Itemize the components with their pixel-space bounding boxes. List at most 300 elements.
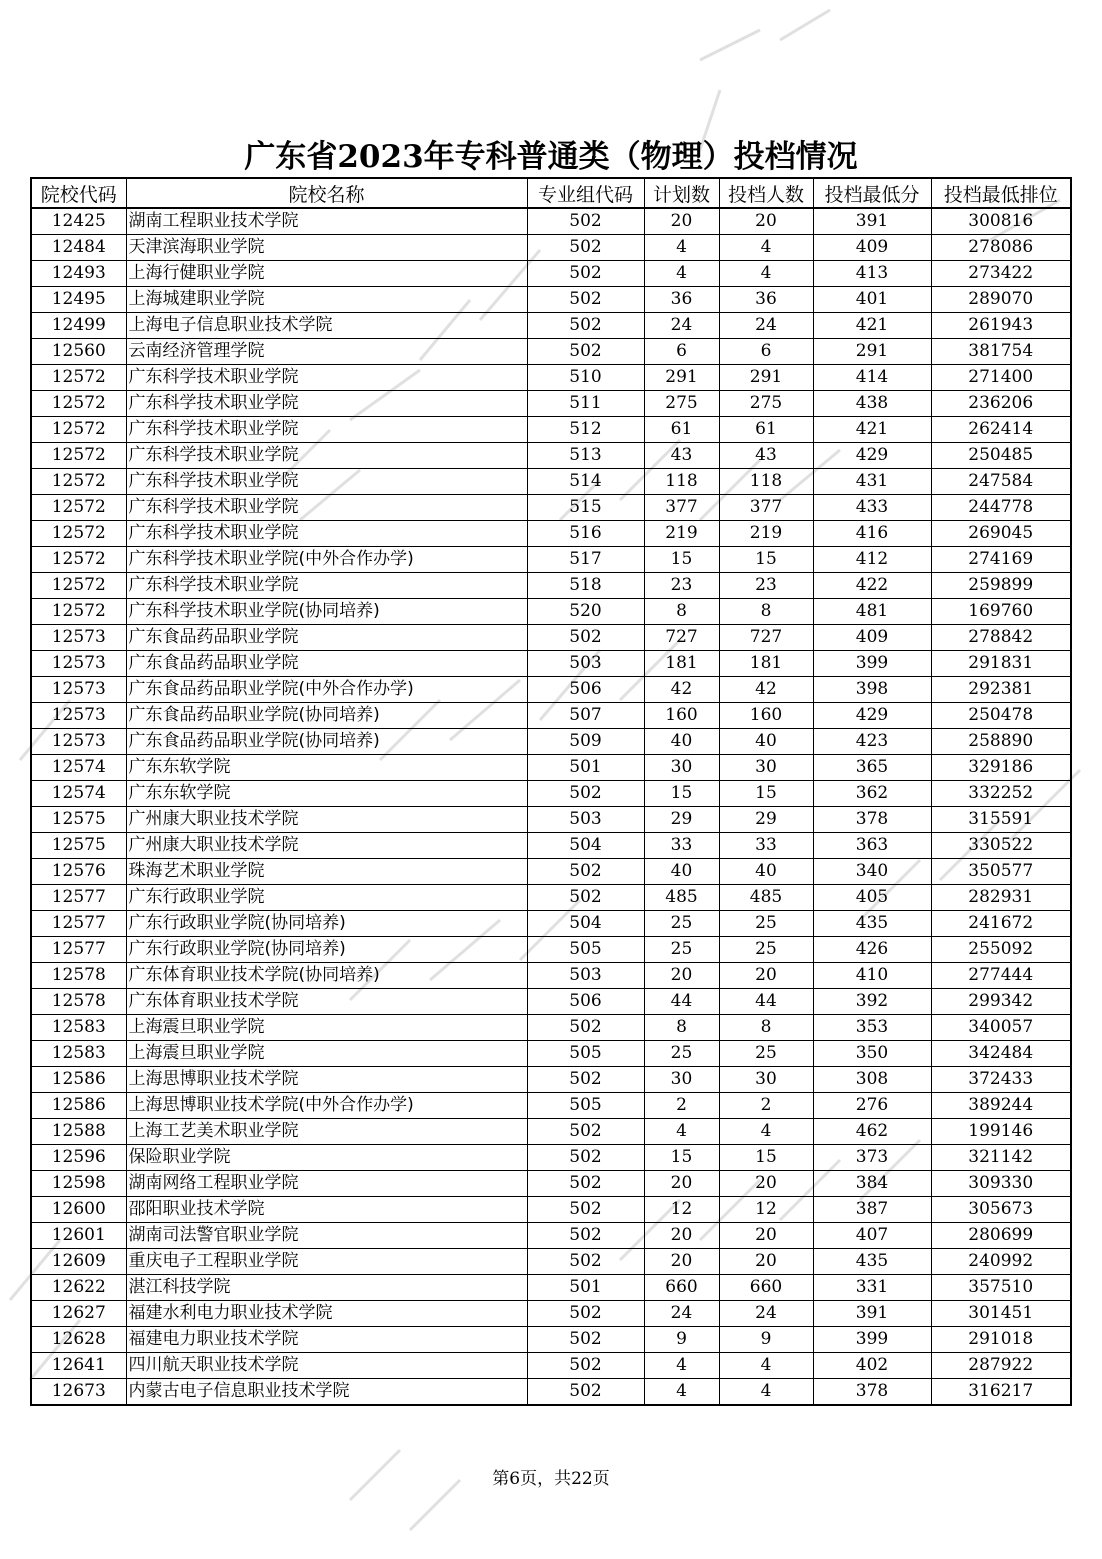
table-row	[31, 287, 1071, 313]
cell-min-rank: 330522	[931, 833, 1071, 859]
cell-min-rank: 269045	[931, 521, 1071, 547]
cell-school-name: 上海工艺美术职业学院	[126, 1119, 527, 1145]
cell-min-rank: 291018	[931, 1327, 1071, 1353]
table-row	[31, 521, 1071, 547]
cell-school-name: 广东食品药品职业学院(协同培养)	[126, 729, 527, 755]
cell-min-score: 308	[813, 1067, 931, 1093]
cell-min-rank: 289070	[931, 287, 1071, 313]
cell-school-code: 12572	[31, 573, 126, 599]
cell-group-code: 502	[527, 1327, 644, 1353]
cell-school-name: 广东食品药品职业学院(协同培养)	[126, 703, 527, 729]
cell-min-score: 373	[813, 1145, 931, 1171]
table-row	[31, 625, 1071, 651]
cell-school-code: 12628	[31, 1327, 126, 1353]
table-row	[31, 313, 1071, 339]
cell-admitted-count: 20	[719, 1249, 813, 1275]
cell-admitted-count: 29	[719, 807, 813, 833]
cell-school-code: 12577	[31, 885, 126, 911]
cell-group-code: 502	[527, 261, 644, 287]
cell-school-code: 12573	[31, 625, 126, 651]
cell-plan-count: 4	[644, 1119, 719, 1145]
cell-school-code: 12622	[31, 1275, 126, 1301]
cell-group-code: 511	[527, 391, 644, 417]
cell-school-code: 12575	[31, 833, 126, 859]
cell-admitted-count: 20	[719, 1171, 813, 1197]
table-row	[31, 1275, 1071, 1301]
cell-school-name: 天津滨海职业学院	[126, 235, 527, 261]
cell-school-code: 12641	[31, 1353, 126, 1379]
cell-admitted-count: 8	[719, 1015, 813, 1041]
cell-plan-count: 15	[644, 1145, 719, 1171]
cell-school-name: 广东科学技术职业学院	[126, 573, 527, 599]
cell-plan-count: 30	[644, 755, 719, 781]
cell-admitted-count: 15	[719, 547, 813, 573]
cell-school-code: 12673	[31, 1379, 126, 1406]
cell-plan-count: 2	[644, 1093, 719, 1119]
cell-group-code: 503	[527, 651, 644, 677]
table-row	[31, 937, 1071, 963]
cell-plan-count: 4	[644, 261, 719, 287]
cell-group-code: 502	[527, 1145, 644, 1171]
cell-group-code: 502	[527, 1301, 644, 1327]
cell-plan-count: 291	[644, 365, 719, 391]
cell-group-code: 502	[527, 1015, 644, 1041]
table-row	[31, 729, 1071, 755]
cell-school-code: 12573	[31, 729, 126, 755]
cell-group-code: 514	[527, 469, 644, 495]
cell-group-code: 502	[527, 885, 644, 911]
cell-admitted-count: 727	[719, 625, 813, 651]
cell-min-score: 350	[813, 1041, 931, 1067]
cell-min-rank: 340057	[931, 1015, 1071, 1041]
cell-min-rank: 381754	[931, 339, 1071, 365]
cell-group-code: 502	[527, 1119, 644, 1145]
cell-min-score: 435	[813, 911, 931, 937]
cell-min-rank: 350577	[931, 859, 1071, 885]
cell-plan-count: 8	[644, 1015, 719, 1041]
cell-min-rank: 357510	[931, 1275, 1071, 1301]
table-row	[31, 365, 1071, 391]
cell-school-code: 12601	[31, 1223, 126, 1249]
cell-school-code: 12572	[31, 417, 126, 443]
cell-plan-count: 15	[644, 781, 719, 807]
cell-min-rank: 259899	[931, 573, 1071, 599]
cell-school-name: 上海震旦职业学院	[126, 1041, 527, 1067]
cell-group-code: 502	[527, 1067, 644, 1093]
table-row	[31, 1015, 1071, 1041]
cell-school-code: 12609	[31, 1249, 126, 1275]
cell-min-rank: 299342	[931, 989, 1071, 1015]
cell-min-score: 407	[813, 1223, 931, 1249]
cell-school-code: 12499	[31, 313, 126, 339]
cell-min-score: 378	[813, 807, 931, 833]
cell-school-code: 12583	[31, 1015, 126, 1041]
table-row	[31, 703, 1071, 729]
cell-school-code: 12583	[31, 1041, 126, 1067]
table-row	[31, 547, 1071, 573]
cell-admitted-count: 40	[719, 729, 813, 755]
cell-admitted-count: 25	[719, 1041, 813, 1067]
cell-min-score: 399	[813, 651, 931, 677]
cell-min-score: 291	[813, 339, 931, 365]
cell-min-rank: 321142	[931, 1145, 1071, 1171]
cell-admitted-count: 2	[719, 1093, 813, 1119]
cell-min-score: 433	[813, 495, 931, 521]
cell-school-code: 12493	[31, 261, 126, 287]
cell-min-rank: 261943	[931, 313, 1071, 339]
cell-school-name: 云南经济管理学院	[126, 339, 527, 365]
cell-school-code: 12586	[31, 1093, 126, 1119]
admission-table	[30, 177, 1072, 1406]
cell-school-name: 湖南司法警官职业学院	[126, 1223, 527, 1249]
cell-school-name: 广东科学技术职业学院	[126, 521, 527, 547]
cell-plan-count: 25	[644, 1041, 719, 1067]
cell-min-score: 462	[813, 1119, 931, 1145]
cell-plan-count: 15	[644, 547, 719, 573]
cell-min-rank: 305673	[931, 1197, 1071, 1223]
cell-min-score: 429	[813, 443, 931, 469]
cell-school-code: 12578	[31, 963, 126, 989]
cell-school-name: 广东科学技术职业学院	[126, 365, 527, 391]
cell-admitted-count: 30	[719, 1067, 813, 1093]
cell-plan-count: 4	[644, 1379, 719, 1406]
cell-min-score: 399	[813, 1327, 931, 1353]
cell-school-code: 12598	[31, 1171, 126, 1197]
cell-min-score: 378	[813, 1379, 931, 1406]
cell-school-code: 12588	[31, 1119, 126, 1145]
cell-group-code: 506	[527, 677, 644, 703]
cell-school-name: 广东科学技术职业学院(中外合作办学)	[126, 547, 527, 573]
cell-school-code: 12425	[31, 208, 126, 235]
cell-plan-count: 40	[644, 859, 719, 885]
cell-plan-count: 20	[644, 963, 719, 989]
cell-school-name: 上海城建职业学院	[126, 287, 527, 313]
table-row	[31, 1119, 1071, 1145]
header-school-code: 院校代码	[31, 178, 126, 208]
table-row	[31, 963, 1071, 989]
cell-plan-count: 160	[644, 703, 719, 729]
cell-plan-count: 660	[644, 1275, 719, 1301]
table-row	[31, 443, 1071, 469]
cell-group-code: 504	[527, 833, 644, 859]
cell-admitted-count: 4	[719, 261, 813, 287]
cell-group-code: 501	[527, 1275, 644, 1301]
cell-min-rank: 250478	[931, 703, 1071, 729]
cell-min-rank: 255092	[931, 937, 1071, 963]
cell-min-rank: 280699	[931, 1223, 1071, 1249]
cell-group-code: 502	[527, 235, 644, 261]
cell-group-code: 513	[527, 443, 644, 469]
cell-min-score: 413	[813, 261, 931, 287]
cell-min-score: 431	[813, 469, 931, 495]
page-title: 广东省2023年专科普通类（物理）投档情况	[244, 139, 858, 175]
cell-plan-count: 24	[644, 313, 719, 339]
cell-admitted-count: 485	[719, 885, 813, 911]
cell-school-name: 广东体育职业技术学院(协同培养)	[126, 963, 527, 989]
cell-plan-count: 44	[644, 989, 719, 1015]
cell-min-score: 409	[813, 625, 931, 651]
cell-min-score: 402	[813, 1353, 931, 1379]
table-row	[31, 261, 1071, 287]
cell-admitted-count: 15	[719, 781, 813, 807]
cell-min-score: 429	[813, 703, 931, 729]
cell-min-score: 423	[813, 729, 931, 755]
cell-school-name: 珠海艺术职业学院	[126, 859, 527, 885]
cell-school-name: 广东体育职业技术学院	[126, 989, 527, 1015]
cell-school-code: 12586	[31, 1067, 126, 1093]
cell-plan-count: 9	[644, 1327, 719, 1353]
header-group-code: 专业组代码	[527, 178, 644, 208]
cell-school-code: 12572	[31, 599, 126, 625]
cell-min-score: 426	[813, 937, 931, 963]
cell-min-rank: 309330	[931, 1171, 1071, 1197]
cell-admitted-count: 275	[719, 391, 813, 417]
cell-plan-count: 219	[644, 521, 719, 547]
cell-school-name: 福建水利电力职业技术学院	[126, 1301, 527, 1327]
table-row	[31, 833, 1071, 859]
cell-admitted-count: 377	[719, 495, 813, 521]
page-footer: 第6页，共22页	[492, 1469, 610, 1489]
cell-plan-count: 30	[644, 1067, 719, 1093]
cell-group-code: 509	[527, 729, 644, 755]
cell-min-score: 387	[813, 1197, 931, 1223]
cell-plan-count: 43	[644, 443, 719, 469]
cell-min-rank: 292381	[931, 677, 1071, 703]
table-row	[31, 208, 1071, 235]
cell-school-name: 湖南网络工程职业学院	[126, 1171, 527, 1197]
cell-school-code: 12577	[31, 911, 126, 937]
cell-admitted-count: 181	[719, 651, 813, 677]
cell-school-name: 内蒙古电子信息职业技术学院	[126, 1379, 527, 1406]
cell-min-score: 362	[813, 781, 931, 807]
cell-min-score: 416	[813, 521, 931, 547]
cell-group-code: 502	[527, 1379, 644, 1406]
cell-min-rank: 278086	[931, 235, 1071, 261]
cell-min-score: 435	[813, 1249, 931, 1275]
cell-school-name: 广东科学技术职业学院	[126, 443, 527, 469]
cell-min-rank: 316217	[931, 1379, 1071, 1406]
cell-min-score: 438	[813, 391, 931, 417]
cell-school-name: 重庆电子工程职业学院	[126, 1249, 527, 1275]
cell-school-code: 12575	[31, 807, 126, 833]
cell-plan-count: 29	[644, 807, 719, 833]
cell-plan-count: 118	[644, 469, 719, 495]
cell-min-rank: 247584	[931, 469, 1071, 495]
cell-school-name: 上海思博职业技术学院	[126, 1067, 527, 1093]
table-header-row	[31, 178, 1071, 208]
cell-school-name: 广东科学技术职业学院	[126, 391, 527, 417]
cell-school-code: 12572	[31, 443, 126, 469]
cell-min-rank: 315591	[931, 807, 1071, 833]
cell-min-rank: 287922	[931, 1353, 1071, 1379]
cell-admitted-count: 20	[719, 208, 813, 235]
cell-min-rank: 240992	[931, 1249, 1071, 1275]
header-plan-count: 计划数	[644, 178, 719, 208]
cell-school-code: 12577	[31, 937, 126, 963]
cell-min-rank: 274169	[931, 547, 1071, 573]
cell-school-name: 邵阳职业技术学院	[126, 1197, 527, 1223]
cell-admitted-count: 660	[719, 1275, 813, 1301]
cell-group-code: 507	[527, 703, 644, 729]
table-row	[31, 755, 1071, 781]
cell-min-rank: 258890	[931, 729, 1071, 755]
table-row	[31, 677, 1071, 703]
cell-school-name: 广东食品药品职业学院(中外合作办学)	[126, 677, 527, 703]
cell-plan-count: 25	[644, 937, 719, 963]
cell-plan-count: 20	[644, 1223, 719, 1249]
cell-plan-count: 485	[644, 885, 719, 911]
cell-min-rank: 241672	[931, 911, 1071, 937]
cell-school-name: 广东食品药品职业学院	[126, 625, 527, 651]
table-row	[31, 1067, 1071, 1093]
cell-admitted-count: 33	[719, 833, 813, 859]
cell-school-code: 12572	[31, 365, 126, 391]
cell-plan-count: 24	[644, 1301, 719, 1327]
cell-group-code: 505	[527, 1041, 644, 1067]
table-row	[31, 599, 1071, 625]
cell-school-name: 福建电力职业技术学院	[126, 1327, 527, 1353]
cell-school-name: 四川航天职业技术学院	[126, 1353, 527, 1379]
cell-group-code: 518	[527, 573, 644, 599]
cell-min-score: 421	[813, 417, 931, 443]
table-row	[31, 1041, 1071, 1067]
table-row	[31, 859, 1071, 885]
table-row	[31, 911, 1071, 937]
cell-school-name: 广东东软学院	[126, 755, 527, 781]
cell-group-code: 503	[527, 963, 644, 989]
cell-admitted-count: 40	[719, 859, 813, 885]
cell-group-code: 510	[527, 365, 644, 391]
cell-group-code: 502	[527, 781, 644, 807]
cell-plan-count: 181	[644, 651, 719, 677]
cell-school-name: 上海思博职业技术学院(中外合作办学)	[126, 1093, 527, 1119]
cell-min-rank: 199146	[931, 1119, 1071, 1145]
cell-plan-count: 40	[644, 729, 719, 755]
table-row	[31, 1249, 1071, 1275]
cell-school-name: 保险职业学院	[126, 1145, 527, 1171]
cell-min-score: 409	[813, 235, 931, 261]
cell-admitted-count: 15	[719, 1145, 813, 1171]
cell-school-code: 12484	[31, 235, 126, 261]
cell-group-code: 502	[527, 208, 644, 235]
cell-school-name: 湛江科技学院	[126, 1275, 527, 1301]
cell-group-code: 515	[527, 495, 644, 521]
cell-plan-count: 4	[644, 1353, 719, 1379]
cell-school-code: 12572	[31, 495, 126, 521]
cell-group-code: 502	[527, 859, 644, 885]
cell-plan-count: 377	[644, 495, 719, 521]
cell-min-rank: 282931	[931, 885, 1071, 911]
table-row	[31, 1093, 1071, 1119]
cell-min-score: 421	[813, 313, 931, 339]
cell-min-score: 414	[813, 365, 931, 391]
cell-school-name: 广东科学技术职业学院	[126, 469, 527, 495]
cell-plan-count: 20	[644, 1171, 719, 1197]
cell-school-code: 12572	[31, 547, 126, 573]
cell-min-rank: 278842	[931, 625, 1071, 651]
cell-admitted-count: 4	[719, 1119, 813, 1145]
cell-plan-count: 4	[644, 235, 719, 261]
table-row	[31, 781, 1071, 807]
cell-min-score: 481	[813, 599, 931, 625]
cell-school-name: 广东东软学院	[126, 781, 527, 807]
cell-min-rank: 277444	[931, 963, 1071, 989]
cell-admitted-count: 25	[719, 937, 813, 963]
cell-school-name: 上海行健职业学院	[126, 261, 527, 287]
cell-group-code: 505	[527, 1093, 644, 1119]
cell-min-rank: 342484	[931, 1041, 1071, 1067]
cell-admitted-count: 6	[719, 339, 813, 365]
cell-min-score: 384	[813, 1171, 931, 1197]
cell-admitted-count: 42	[719, 677, 813, 703]
cell-school-code: 12495	[31, 287, 126, 313]
cell-school-code: 12574	[31, 781, 126, 807]
cell-admitted-count: 160	[719, 703, 813, 729]
cell-plan-count: 727	[644, 625, 719, 651]
cell-admitted-count: 118	[719, 469, 813, 495]
cell-school-name: 广东食品药品职业学院	[126, 651, 527, 677]
table-row	[31, 1197, 1071, 1223]
cell-school-name: 广东行政职业学院(协同培养)	[126, 937, 527, 963]
cell-school-code: 12600	[31, 1197, 126, 1223]
cell-school-code: 12572	[31, 391, 126, 417]
cell-plan-count: 20	[644, 208, 719, 235]
cell-admitted-count: 291	[719, 365, 813, 391]
cell-group-code: 502	[527, 1223, 644, 1249]
header-min-score: 投档最低分	[813, 178, 931, 208]
cell-group-code: 503	[527, 807, 644, 833]
cell-min-score: 401	[813, 287, 931, 313]
cell-school-name: 上海震旦职业学院	[126, 1015, 527, 1041]
cell-school-code: 12596	[31, 1145, 126, 1171]
table-row	[31, 1379, 1071, 1406]
cell-min-score: 412	[813, 547, 931, 573]
cell-school-code: 12572	[31, 521, 126, 547]
cell-admitted-count: 8	[719, 599, 813, 625]
cell-admitted-count: 30	[719, 755, 813, 781]
cell-admitted-count: 36	[719, 287, 813, 313]
cell-min-rank: 300816	[931, 208, 1071, 235]
table-row	[31, 573, 1071, 599]
cell-school-code: 12627	[31, 1301, 126, 1327]
cell-min-rank: 329186	[931, 755, 1071, 781]
cell-group-code: 517	[527, 547, 644, 573]
header-school-name: 院校名称	[126, 178, 527, 208]
cell-admitted-count: 43	[719, 443, 813, 469]
table-row	[31, 235, 1071, 261]
cell-group-code: 502	[527, 625, 644, 651]
table-row	[31, 391, 1071, 417]
cell-plan-count: 8	[644, 599, 719, 625]
cell-min-rank: 332252	[931, 781, 1071, 807]
cell-min-score: 276	[813, 1093, 931, 1119]
cell-min-score: 392	[813, 989, 931, 1015]
table-row	[31, 469, 1071, 495]
cell-school-name: 广东科学技术职业学院(协同培养)	[126, 599, 527, 625]
cell-group-code: 504	[527, 911, 644, 937]
cell-group-code: 512	[527, 417, 644, 443]
cell-school-name: 广东行政职业学院	[126, 885, 527, 911]
cell-min-score: 405	[813, 885, 931, 911]
cell-min-rank: 273422	[931, 261, 1071, 287]
cell-school-code: 12560	[31, 339, 126, 365]
cell-admitted-count: 20	[719, 963, 813, 989]
cell-min-rank: 372433	[931, 1067, 1071, 1093]
cell-min-score: 410	[813, 963, 931, 989]
cell-min-rank: 169760	[931, 599, 1071, 625]
cell-admitted-count: 12	[719, 1197, 813, 1223]
cell-school-code: 12573	[31, 703, 126, 729]
